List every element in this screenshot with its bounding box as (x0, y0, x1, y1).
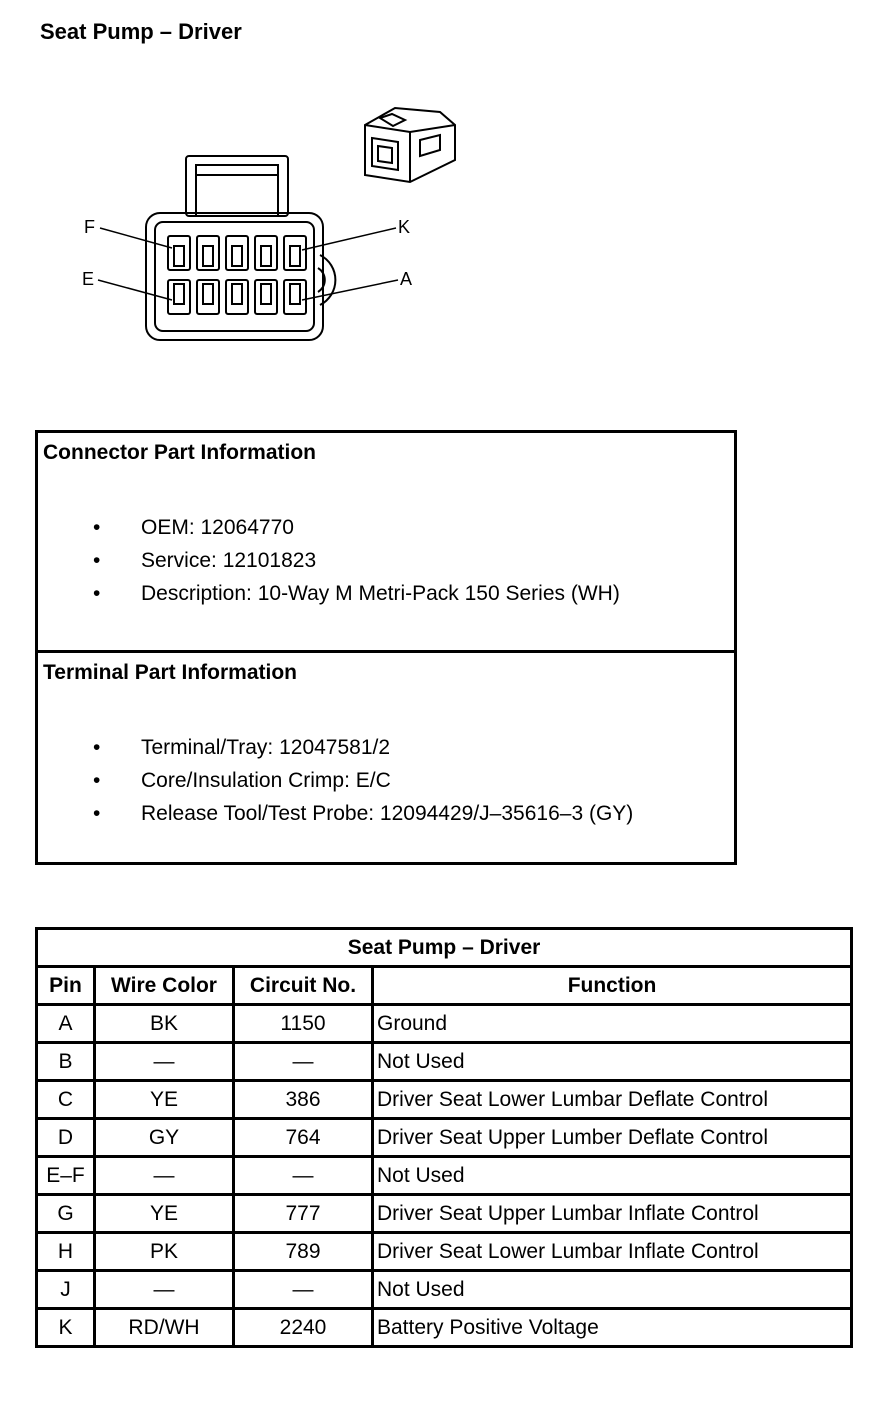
circuit-cell: 1150 (234, 1005, 373, 1043)
connector-3d-icon (365, 108, 455, 182)
function-cell: Driver Seat Lower Lumbar Inflate Control (373, 1233, 852, 1271)
pin-cell: K (37, 1309, 95, 1347)
list-item: • Release Tool/Test Probe: 12094429/J–35616–3 (GY) (38, 797, 633, 830)
connector-info-list (38, 511, 620, 610)
table-row (37, 1309, 852, 1347)
pin-cell: H (37, 1233, 95, 1271)
table-row (37, 1271, 852, 1309)
function-cell: Driver Seat Lower Lumbar Deflate Control (373, 1081, 852, 1119)
connector-part-info (38, 433, 734, 650)
list-item: • OEM: 12064770 (38, 511, 620, 544)
circuit-cell: 2240 (234, 1309, 373, 1347)
pin-cell: E–F (37, 1157, 95, 1195)
bottom-row-cavities (168, 280, 306, 314)
circuit-cell: — (234, 1043, 373, 1081)
pin-label-k: K (398, 217, 411, 237)
terminal-part-info (38, 650, 734, 862)
table-row (37, 1005, 852, 1043)
list-item: • Service: 12101823 (38, 544, 620, 577)
circuit-cell: 777 (234, 1195, 373, 1233)
function-cell: Driver Seat Upper Lumbar Inflate Control (373, 1195, 852, 1233)
pin-label-a: A (400, 269, 413, 289)
column-header-wire-color: Wire Color (95, 967, 234, 1005)
wire-color-cell: — (95, 1271, 234, 1309)
function-cell: Battery Positive Voltage (373, 1309, 852, 1347)
list-item: • Description: 10-Way M Metri-Pack 150 Series (WH) (38, 577, 620, 610)
pin-cell: C (37, 1081, 95, 1119)
function-cell: Ground (373, 1005, 852, 1043)
function-cell: Driver Seat Upper Lumber Deflate Control (373, 1119, 852, 1157)
connector-diagram (0, 90, 500, 370)
pin-cell: D (37, 1119, 95, 1157)
list-item: • Core/Insulation Crimp: E/C (38, 764, 633, 797)
table-row (37, 1119, 852, 1157)
pin-cell: G (37, 1195, 95, 1233)
column-header-function: Function (373, 967, 852, 1005)
table-header-row (37, 967, 852, 1005)
list-item: • Terminal/Tray: 12047581/2 (38, 731, 633, 764)
part-info-box (35, 430, 737, 865)
pin-cell: B (37, 1043, 95, 1081)
table-caption: Seat Pump – Driver (37, 929, 852, 967)
table-row (37, 1195, 852, 1233)
function-cell: Not Used (373, 1157, 852, 1195)
circuit-cell: 386 (234, 1081, 373, 1119)
circuit-cell: 789 (234, 1233, 373, 1271)
wire-color-cell: BK (95, 1005, 234, 1043)
pin-label-f: F (84, 217, 95, 237)
wire-color-cell: PK (95, 1233, 234, 1271)
wire-color-cell: — (95, 1043, 234, 1081)
function-cell: Not Used (373, 1271, 852, 1309)
circuit-cell: — (234, 1157, 373, 1195)
column-header-pin: Pin (37, 967, 95, 1005)
pin-cell: J (37, 1271, 95, 1309)
pin-cell: A (37, 1005, 95, 1043)
table-row (37, 1233, 852, 1271)
page-title: Seat Pump – Driver (40, 19, 242, 44)
wire-color-cell: GY (95, 1119, 234, 1157)
top-row-cavities (168, 236, 306, 270)
terminal-info-heading: Terminal Part Information (43, 661, 297, 684)
function-cell: Not Used (373, 1043, 852, 1081)
wire-color-cell: RD/WH (95, 1309, 234, 1347)
terminal-info-list (38, 731, 633, 830)
wire-color-cell: YE (95, 1195, 234, 1233)
table-row (37, 1081, 852, 1119)
table-row (37, 1157, 852, 1195)
pin-label-e: E (82, 269, 95, 289)
pin-table (35, 927, 853, 1348)
circuit-cell: — (234, 1271, 373, 1309)
table-row (37, 1043, 852, 1081)
circuit-cell: 764 (234, 1119, 373, 1157)
connector-info-heading: Connector Part Information (43, 441, 317, 464)
column-header-circuit-no: Circuit No. (234, 967, 373, 1005)
wire-color-cell: — (95, 1157, 234, 1195)
wire-color-cell: YE (95, 1081, 234, 1119)
